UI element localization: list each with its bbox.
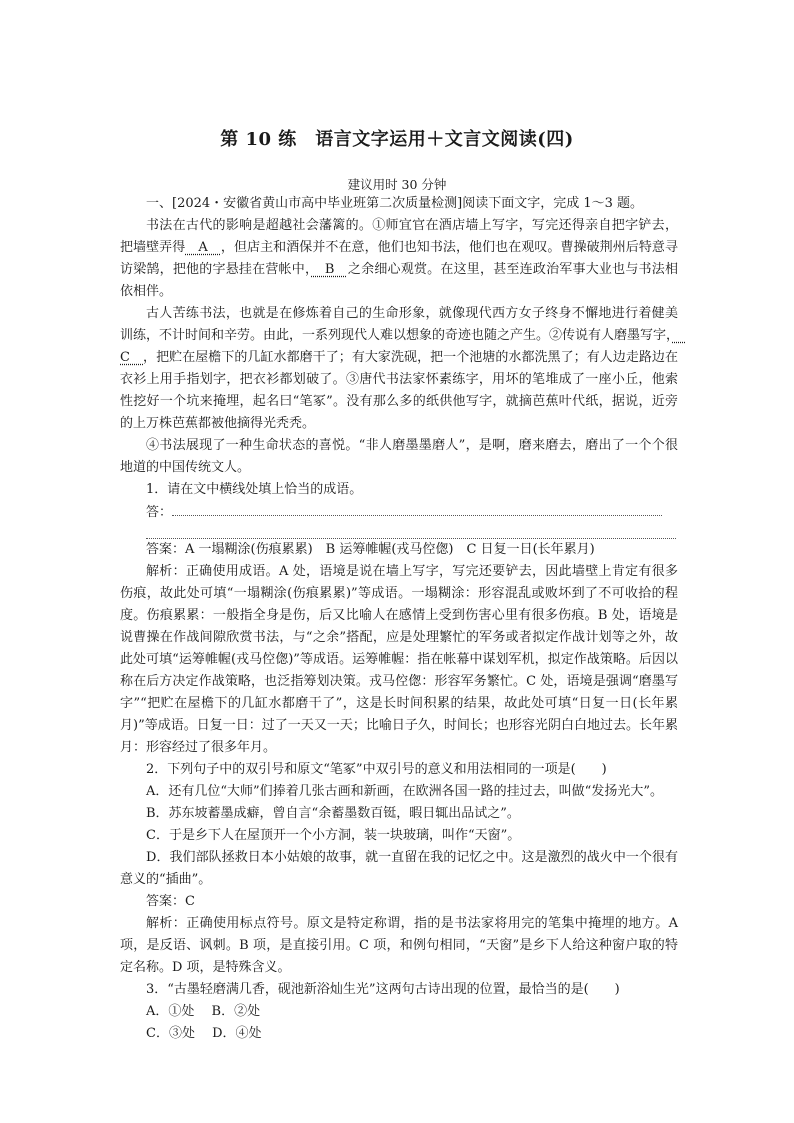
q2-option-d: D．我们部队拯救日本小姑娘的故事，就一直留在我的记忆之中。这是激烈的战火中一个很有意义的“插曲”。 <box>120 850 678 887</box>
q2-analysis: 解析：正确使用标点符号。原文是特定称谓，指的是书法家将用完的笔集中掩埋的地方。A 项，是反语、讽刺。B 项，是直接引用。C 项，和例句相同，“天窗”是乡下人给这种窗户取的特定名称。D 项，是特殊含义。 <box>120 916 678 975</box>
passage-text: ，但店主和酒保并不在意，他们也知书法，他们也在观叹。曹操破荆州后特意寻访梁鹄，把他的字悬挂在营帐中， <box>120 240 678 277</box>
blank-b: B <box>311 262 348 277</box>
q1-analysis: 解析：正确使用成语。A 处，语境是说在墙上写字，写完还要铲去，因此墙壁上肯定有很多伤痕，故此处可填“一塌糊涂(伤痕累累)”等成语。一塌糊涂：形容混乱或败坏到了不可收拾的程度。伤痕累累：一般指全身是伤，后又比喻人在感情上受到伤害心里有很多伤痕。B 处，语境是说曹操在作战间隙欣赏书法，与“之余”搭配，应是处理繁忙的军务或者拟定作战计划等之外，故此处可填“运筹帷幄(戎马倥偬)”等成语。运筹帷幄：指在帐幕中谋划军机，拟定作战策略。后因以称在后方决定作战策略，也泛指筹划决策。戎马倥偬：形容军务繁忙。C 处，语境是强调“磨墨写字”“把贮在屋檐下的几缸水都磨干了”，这是长时间积累的结果，故此处可填“日复一日(长年累月)”等成语。日复一日：过了一天又一天；比喻日子久，时间长；也形容光阴白白地过去。长年累月：形容经过了很多年月。 <box>120 564 678 755</box>
q3-options-row-1: A．①处 B．②处 <box>146 1004 261 1019</box>
time-note: 建议用时 30 分钟 <box>347 177 447 192</box>
q2-option-b: B．苏东坡蓄墨成癖，曾自言“余蓄墨数百铤，暇日辄出品试之”。 <box>146 806 520 821</box>
passage-text: ，把贮在屋檐下的几缸水都磨干了；有大家洗砚，把一个池塘的水都洗黑了；有人边走路边在衣衫上用手指划字，把衣衫都划破了。③唐代书法家怀素练字，用坏的笔堆成了一座小丘，他索性挖好一个坑来掩埋，起名曰“笔冢”。没有那么多的纸供他写字，就摘芭蕉叶代纸，据说，近旁的上万株芭蕉都被他摘得光秃秃。 <box>120 350 678 431</box>
q2-option-a: A．还有几位“大师”们捧着几张古画和新画，在欧洲各国一路的挂过去，叫做“发扬光大”。 <box>146 784 663 799</box>
document-body <box>120 193 686 1045</box>
q3-options-row-2: C．③处 D．④处 <box>146 1026 262 1041</box>
passage-text: 古人苦练书法，也就是在修炼着自己的生命形象，就像现代西方女子终身不懈地进行着健美训练，不计时间和辛劳。由此，一系列现代人难以想象的奇迹也随之产生。②传说有人磨墨写字， <box>120 306 678 343</box>
section-intro: 一、[2024・安徽省黄山市高中毕业班第二次质量检测]阅读下面文字，完成 1～3 题。 <box>146 196 644 211</box>
answer-blank-line[interactable] <box>172 501 662 516</box>
question-3: 3．“古墨轻磨满几香，砚池新浴灿生光”这两句古诗出现的位置，最恰当的是( ) <box>146 982 620 997</box>
answer-line-1 <box>120 501 678 524</box>
blank-c: C <box>120 328 686 365</box>
q2-answer: 答案：C <box>146 894 195 909</box>
question-1: 1．请在文中横线处填上恰当的成语。 <box>146 482 363 497</box>
passage-text: 之余细心观赏。在这里，甚至连政治军事大业也与书法相依相伴。 <box>120 262 678 299</box>
question-2: 2．下列句子中的双引号和原文“笔冢”中双引号的意义和用法相同的一项是( ) <box>146 762 607 777</box>
blank-a: A <box>185 240 221 255</box>
passage-paragraph-2 <box>120 303 686 435</box>
passage-paragraph-3: ④书法展现了一种生命状态的喜悦。“非人磨墨墨磨人”，是啊，磨来磨去，磨出了一个个很地道的中国传统文人。 <box>120 438 678 475</box>
q2-option-c: C．于是乡下人在屋顶开一个小方洞，装一块玻璃，叫作“天窗”。 <box>146 828 521 843</box>
answer-label: 答： <box>146 505 173 520</box>
passage-paragraph-1 <box>120 215 678 303</box>
q1-answer: 答案：A 一塌糊涂(伤痕累累) B 运筹帷幄(戎马倥偬) C 日复一日(长年累月) <box>146 542 595 557</box>
answer-blank-line-2[interactable] <box>146 524 676 539</box>
passage-text: 书法在古代的影响是超越社会藩篱的。①师宜官在酒店墙上写字，写完还得亲自把字铲去，把墙壁弄得 <box>120 218 678 255</box>
page-title: 第 10 练 语言文字运用＋文言文阅读(四) <box>220 129 574 150</box>
